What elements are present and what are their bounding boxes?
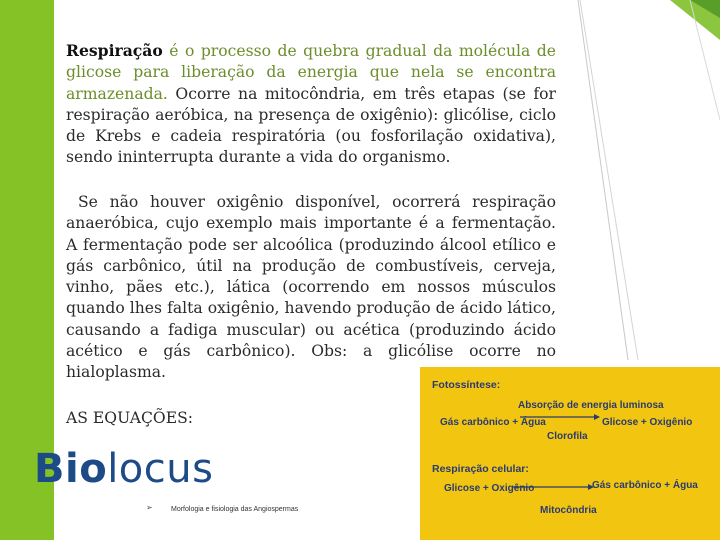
equations-label: AS EQUAÇÕES: [66,409,194,427]
respiration-reactants: Glicose + Oxigênio [444,483,535,494]
paragraph1-rest: Ocorre na mitocôndria, em três etapas (se for respiração aeróbica, na presença de oxigênio): glicólise, ciclo de Krebs e cadeia respiratória (ou fosforilação oxidativa), sendo ininterrupta durante a vida do organismo. [66,84,556,167]
photosynthesis-energy: Absorção de energia luminosa [518,400,664,411]
respiration-products: Gás carbônico + Água [592,480,698,491]
paragraph-fermentacao: Se não houver oxigênio disponível, ocorrerá respiração anaeróbica, cujo exemplo mais importante é a fermentação. A fermentação pode ser alcoólica (produzindo álcool etílico e gás carbônico, útil na produção de combustíveis, cerveja, vinho, pães etc.), lática (ocorrendo em nossos músculos quando lhes falta oxigênio, havendo produção de ácido lático, causando a fadiga muscular) ou acética (produzindo ácido acético e gás carbônico). Obs: a glicólise ocorre no hialoplasma. [66,193,556,382]
biolocus-logo [34,443,213,495]
equations-panel [420,367,720,540]
photosynthesis-catalyst: Clorofila [547,431,588,442]
deco-line-2 [580,0,638,360]
paragraph-respiracao [66,40,556,169]
photosynthesis-title: Fotossíntese: [432,379,501,391]
respiration-title: Respiração celular: [432,463,529,475]
logo-bold: Bio [34,446,108,492]
definition-text: é o processo de quebra gradual da molécula de glicose para liberação da energia que nela se encontra armazenada. [66,42,556,103]
respiration-site: Mitocôndria [540,505,597,516]
footer-caption: Morfologia e fisiologia das Angiospermas [171,506,299,513]
photosynthesis-reactants: Gás carbônico + Água [440,417,546,428]
deco-line-1 [578,0,628,360]
arrow-bullet-icon: ➢ [146,503,153,512]
lead-term: Respiração [66,41,163,60]
logo-rest: locus [107,446,214,492]
photosynthesis-products: Glicose + Oxigênio [602,417,693,428]
